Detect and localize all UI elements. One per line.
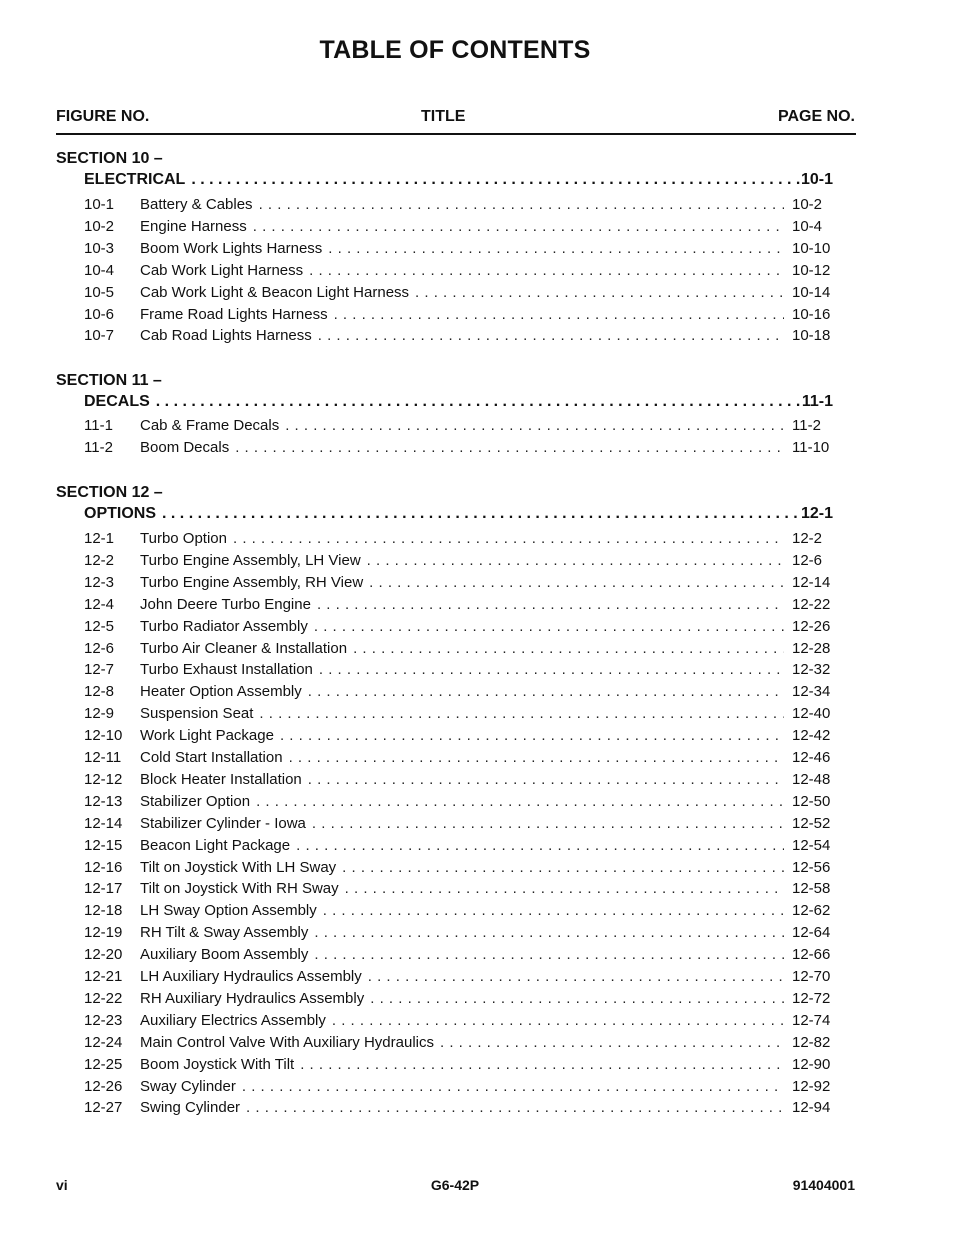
toc-entry[interactable] xyxy=(84,661,844,683)
figure-number: 12-8 xyxy=(84,683,115,701)
entry-title: Engine Harness xyxy=(140,217,247,235)
section-label: SECTION 10 – xyxy=(56,150,163,167)
dot-leader xyxy=(323,902,784,919)
dot-leader xyxy=(150,393,802,411)
page-number: 12-40 xyxy=(792,705,831,723)
figure-number: 12-21 xyxy=(84,968,123,985)
figure-number: 10-5 xyxy=(84,283,115,301)
dot-leader xyxy=(185,171,801,189)
toc-entry[interactable] xyxy=(84,327,844,349)
figure-number: 12-3 xyxy=(84,573,115,591)
entry-title: Turbo Exhaust Installation xyxy=(140,661,313,679)
entry-title: RH Tilt & Sway Assembly xyxy=(140,924,309,942)
section-heading[interactable] xyxy=(84,393,833,411)
dot-leader xyxy=(256,793,784,810)
page-number: 12-50 xyxy=(792,792,831,810)
page-number: 12-32 xyxy=(792,661,831,679)
entry-title: Cab Work Light Harness xyxy=(140,261,304,279)
entry-title: Frame Road Lights Harness xyxy=(140,305,328,323)
figure-number: 10-6 xyxy=(84,305,115,323)
page-number: 12-6 xyxy=(792,551,823,569)
figure-number: 10-7 xyxy=(84,327,115,345)
figure-number: 12-23 xyxy=(84,1011,123,1029)
footer-page-number: vi xyxy=(56,1177,68,1193)
entry-title: Auxiliary Boom Assembly xyxy=(140,946,309,964)
figure-number: 12-10 xyxy=(84,727,123,745)
page-number: 12-90 xyxy=(792,1055,831,1073)
figure-number: 12-13 xyxy=(84,792,123,810)
dot-leader xyxy=(353,640,784,657)
toc-entry[interactable] xyxy=(84,552,844,574)
entry-title: Sway Cylinder xyxy=(140,1077,236,1095)
figure-number: 10-2 xyxy=(84,217,115,235)
entry-title: Boom Joystick With Tilt xyxy=(140,1055,295,1073)
entry-title: RH Auxiliary Hydraulics Assembly xyxy=(140,989,365,1007)
dot-leader xyxy=(314,618,784,635)
section-label: SECTION 11 – xyxy=(56,372,162,389)
entry-title: John Deere Turbo Engine xyxy=(140,595,311,613)
entry-title: Swing Cylinder xyxy=(140,1099,241,1117)
dot-leader xyxy=(370,990,784,1007)
entry-title: Cab Work Light & Beacon Light Harness xyxy=(140,283,410,301)
section-page: 11-1 xyxy=(801,393,833,410)
figure-number: 12-27 xyxy=(84,1099,123,1117)
dot-leader xyxy=(319,661,784,678)
dot-leader xyxy=(367,552,784,569)
toc-entry[interactable] xyxy=(84,968,844,990)
page-number: 10-16 xyxy=(792,305,831,323)
toc-entry[interactable] xyxy=(84,240,844,262)
entry-title: Turbo Engine Assembly, LH View xyxy=(140,551,361,569)
dot-leader xyxy=(345,880,784,897)
column-header-page: PAGE NO. xyxy=(777,108,855,125)
dot-leader xyxy=(309,262,784,279)
section-name: ELECTRICAL xyxy=(84,171,186,188)
toc-entry[interactable] xyxy=(84,924,844,946)
section-label: SECTION 12 – xyxy=(56,484,163,501)
page-number: 10-2 xyxy=(792,196,823,213)
figure-number: 12-4 xyxy=(84,595,115,613)
entry-title: Turbo Air Cleaner & Installation xyxy=(140,639,348,657)
page-number: 12-42 xyxy=(792,727,831,745)
page-number: 12-48 xyxy=(792,770,831,788)
figure-number: 12-14 xyxy=(84,814,123,832)
toc-entry[interactable] xyxy=(84,859,844,881)
toc-entry[interactable] xyxy=(84,683,844,705)
toc-entry[interactable] xyxy=(84,306,844,328)
page-number: 12-70 xyxy=(792,968,831,985)
toc-entry[interactable] xyxy=(84,596,844,618)
entry-title: Tilt on Joystick With RH Sway xyxy=(140,880,339,898)
toc-entry[interactable] xyxy=(84,946,844,968)
entry-title: Battery & Cables xyxy=(140,196,253,213)
toc-entry[interactable] xyxy=(84,1056,844,1078)
figure-number: 12-18 xyxy=(84,902,123,920)
page-number: 12-22 xyxy=(792,595,831,613)
entry-title: LH Auxiliary Hydraulics Assembly xyxy=(140,968,362,985)
entry-title: Beacon Light Package xyxy=(140,836,291,854)
figure-number: 12-12 xyxy=(84,770,123,788)
dot-leader xyxy=(233,530,784,547)
page-number: 12-74 xyxy=(792,1011,831,1029)
dot-leader xyxy=(318,327,784,344)
page-number: 12-72 xyxy=(792,989,831,1007)
toc-entry[interactable] xyxy=(84,902,844,924)
entry-title: Cold Start Installation xyxy=(140,749,283,766)
page-number: 12-28 xyxy=(792,639,831,657)
page-number: 12-94 xyxy=(792,1099,831,1117)
entry-title: Tilt on Joystick With LH Sway xyxy=(140,858,337,876)
dot-leader xyxy=(156,505,801,523)
dot-leader xyxy=(369,574,784,591)
dot-leader xyxy=(440,1034,784,1051)
toc-entry[interactable] xyxy=(84,530,844,552)
page-number: 12-26 xyxy=(792,617,831,635)
entry-title: Suspension Seat xyxy=(140,705,254,723)
page-number: 12-54 xyxy=(792,836,831,854)
dot-leader xyxy=(328,240,784,257)
dot-leader xyxy=(314,924,784,941)
entry-title: LH Sway Option Assembly xyxy=(140,902,317,920)
column-header-title: TITLE xyxy=(421,108,466,125)
toc-entry[interactable] xyxy=(84,1078,844,1100)
section-name: DECALS xyxy=(84,393,150,410)
dot-leader xyxy=(296,837,784,854)
figure-number: 12-6 xyxy=(84,639,115,657)
page-number: 12-56 xyxy=(792,858,831,876)
section-heading[interactable] xyxy=(84,171,833,189)
dot-leader xyxy=(317,596,784,613)
page-number: 12-46 xyxy=(792,749,831,766)
page-number: 12-34 xyxy=(792,683,831,701)
dot-leader xyxy=(308,683,784,700)
toc-entry[interactable] xyxy=(84,749,844,771)
dot-leader xyxy=(242,1078,784,1095)
dot-leader xyxy=(334,306,784,323)
toc-entry[interactable] xyxy=(84,1034,844,1056)
toc-entry[interactable] xyxy=(84,1099,844,1121)
column-header-figure: FIGURE NO. xyxy=(56,108,150,125)
dot-leader xyxy=(314,946,784,963)
entry-title: Cab Road Lights Harness xyxy=(140,327,312,345)
toc-entry[interactable] xyxy=(84,640,844,662)
page-number: 11-10 xyxy=(792,438,830,456)
page-title: TABLE OF CONTENTS xyxy=(319,36,591,64)
entry-title: Turbo Option xyxy=(140,530,227,547)
figure-number: 12-24 xyxy=(84,1033,123,1051)
page-number: 12-62 xyxy=(792,902,831,920)
dot-leader xyxy=(280,727,784,744)
toc-entry[interactable] xyxy=(84,284,844,306)
page-number: 10-4 xyxy=(792,217,823,235)
footer-model: G6-42P xyxy=(430,1177,480,1193)
figure-number: 11-2 xyxy=(84,438,113,456)
figure-number: 12-16 xyxy=(84,858,123,876)
dot-leader xyxy=(259,705,784,722)
toc-entry[interactable] xyxy=(84,837,844,859)
figure-number: 12-5 xyxy=(84,617,115,635)
page-number: 12-14 xyxy=(792,573,831,591)
dot-leader xyxy=(246,1099,784,1116)
toc-entry[interactable] xyxy=(84,196,844,218)
entry-title: Block Heater Installation xyxy=(140,770,302,788)
figure-number: 10-1 xyxy=(84,196,115,213)
figure-number: 12-7 xyxy=(84,661,115,679)
toc-entry[interactable] xyxy=(84,793,844,815)
dot-leader xyxy=(285,417,784,434)
toc-entry[interactable] xyxy=(84,815,844,837)
figure-number: 12-25 xyxy=(84,1055,123,1073)
entry-title: Auxiliary Electrics Assembly xyxy=(140,1011,326,1029)
section-name: OPTIONS xyxy=(84,505,157,522)
entry-title: Turbo Radiator Assembly xyxy=(140,617,308,635)
figure-number: 12-22 xyxy=(84,989,123,1007)
figure-number: 12-11 xyxy=(84,749,122,766)
entry-title: Boom Work Lights Harness xyxy=(140,239,323,257)
page-number: 12-52 xyxy=(792,814,831,832)
figure-number: 12-1 xyxy=(84,530,115,547)
dot-leader xyxy=(235,439,784,456)
page-number: 12-82 xyxy=(792,1033,831,1051)
figure-number: 12-17 xyxy=(84,880,123,898)
figure-number: 11-1 xyxy=(84,417,113,434)
dot-leader xyxy=(308,771,784,788)
section-page: 12-1 xyxy=(800,505,833,522)
page-number: 10-10 xyxy=(792,239,831,257)
toc-entry[interactable] xyxy=(84,417,844,439)
page-number: 10-18 xyxy=(792,327,831,345)
toc-entry[interactable] xyxy=(84,771,844,793)
dot-leader xyxy=(368,968,784,985)
dot-leader xyxy=(332,1012,784,1029)
dot-leader xyxy=(253,218,784,235)
page-number: 10-12 xyxy=(792,261,831,279)
toc-entry[interactable] xyxy=(84,705,844,727)
figure-number: 10-4 xyxy=(84,261,115,279)
toc-entry[interactable] xyxy=(84,880,844,902)
page-number: 12-2 xyxy=(792,530,823,547)
dot-leader xyxy=(415,284,784,301)
toc-entry[interactable] xyxy=(84,618,844,640)
toc-entry[interactable] xyxy=(84,1012,844,1034)
footer-doc-number: 91404001 xyxy=(792,1177,855,1193)
entry-title: Stabilizer Cylinder - Iowa xyxy=(140,814,306,832)
header-divider xyxy=(56,133,856,135)
figure-number: 10-3 xyxy=(84,239,115,257)
page-number: 12-64 xyxy=(792,924,831,942)
page-number: 12-58 xyxy=(792,880,831,898)
toc-entry[interactable] xyxy=(84,990,844,1012)
entry-title: Main Control Valve With Auxiliary Hydraulics xyxy=(140,1033,434,1051)
entry-title: Stabilizer Option xyxy=(140,792,251,810)
page-number: 10-14 xyxy=(792,283,831,301)
toc-entry[interactable] xyxy=(84,727,844,749)
figure-number: 12-9 xyxy=(84,705,115,723)
figure-number: 12-19 xyxy=(84,924,123,942)
page-number: 12-92 xyxy=(792,1077,831,1095)
toc-entry[interactable] xyxy=(84,439,844,461)
dot-leader xyxy=(342,859,784,876)
dot-leader xyxy=(300,1056,784,1073)
figure-number: 12-2 xyxy=(84,551,115,569)
entry-title: Work Light Package xyxy=(140,727,274,745)
dot-leader xyxy=(289,749,784,766)
page-number: 12-66 xyxy=(792,946,831,964)
toc-entry[interactable] xyxy=(84,262,844,284)
entry-title: Turbo Engine Assembly, RH View xyxy=(140,573,364,591)
toc-entry[interactable] xyxy=(84,218,844,240)
entry-title: Cab & Frame Decals xyxy=(140,417,280,434)
section-page: 10-1 xyxy=(800,171,833,188)
figure-number: 12-20 xyxy=(84,946,123,964)
page-number: 11-2 xyxy=(792,417,821,434)
toc-entry[interactable] xyxy=(84,574,844,596)
entry-title: Boom Decals xyxy=(140,438,230,456)
figure-number: 12-26 xyxy=(84,1077,123,1095)
entry-title: Heater Option Assembly xyxy=(140,683,302,701)
figure-number: 12-15 xyxy=(84,836,123,854)
dot-leader xyxy=(259,196,784,213)
section-heading[interactable] xyxy=(84,505,833,523)
dot-leader xyxy=(312,815,784,832)
